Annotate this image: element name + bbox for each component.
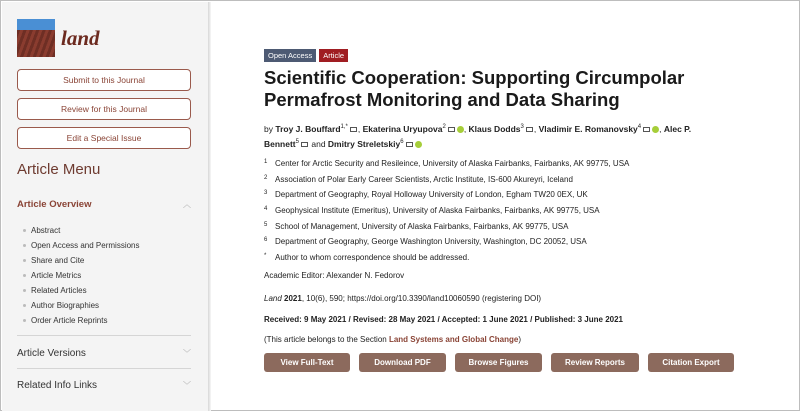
article-badges [264,49,784,62]
email-icon[interactable] [448,127,455,132]
author-affiliation-sup: 5 [295,138,299,145]
orcid-icon[interactable] [652,126,659,133]
citation-line [264,294,541,303]
chevron-down-icon: ﹀ [183,348,191,358]
sidebar-divider [208,2,211,411]
affiliation-text: Association of Polar Early Career Scientists, Arctic Institute, IS-600 Akureyri, Iceland [275,174,573,184]
article-overview-label: Article Overview [17,198,92,210]
article-title: Scientific Cooperation: Supporting Circumpolar Permafrost Monitoring and Data Sharing [264,67,685,110]
related-info-links-toggle[interactable] [17,378,191,392]
citation-year: 2021 [284,294,302,303]
affiliation-item [264,203,629,219]
affiliation-text: Geophysical Institute (Emeritus), University of Alaska Fairbanks, Fairbanks, AK 99775, USA [275,206,600,216]
author-affiliation-sup: 2 [442,124,446,130]
overview-item-related-articles[interactable]: Related Articles [23,283,140,298]
affiliation-item [264,187,629,203]
author-affiliation-sup: 6 [400,138,404,145]
author-affiliation-sup: 1,* [340,124,348,130]
author-affiliation-sup: 3 [520,124,524,130]
affiliation-list [264,156,629,266]
affiliation-number: 6 [264,237,268,244]
browse-figures-button[interactable]: Browse Figures [455,353,542,372]
review-for-journal-button[interactable]: Review for this Journal [17,98,191,120]
author-name[interactable]: Alec P. Bennett [264,123,692,149]
sidebar-divider-line [17,335,191,336]
email-icon[interactable] [406,142,413,147]
email-icon[interactable] [350,127,357,132]
affiliation-number: 3 [264,190,268,197]
and-label: and [311,138,326,149]
affiliation-text: Department of Geography, George Washington University, Washington, DC 20052, USA [275,237,587,247]
journal-name: land [61,25,100,50]
edit-special-issue-button[interactable]: Edit a Special Issue [17,127,191,149]
overview-item-abstract[interactable]: Abstract [23,223,140,238]
affiliation-item [264,234,629,250]
citation-export-button[interactable]: Citation Export [648,353,734,372]
author-name[interactable]: Dmitry Streletskiy [327,138,401,149]
overview-item-share-cite[interactable]: Share and Cite [23,253,140,268]
section-link[interactable]: Land Systems and Global Change [388,335,519,344]
email-icon[interactable] [643,127,650,132]
citation-journal: Land [264,294,282,303]
author-name[interactable]: Ekaterina Uryupova [362,123,443,134]
affiliation-number: * [264,253,267,260]
author-affiliation-sup: 4 [637,124,642,130]
overview-item-metrics[interactable]: Article Metrics [23,268,140,283]
affiliation-text: Author to whom correspondence should be addressed. [275,253,470,263]
chevron-up-icon: ︿ [183,199,191,209]
author-name[interactable]: Troy J. Bouffard [275,123,341,134]
affiliation-item [264,250,629,266]
citation-details[interactable]: , 10(6), 590; https://doi.org/10.3390/land10060590 (registering DOI) [301,294,542,303]
email-icon[interactable] [301,142,308,147]
affiliation-item [264,156,629,172]
affiliation-item [264,219,629,235]
section-prefix: (This article belongs to the Section [264,335,389,344]
section-line [264,335,521,344]
journal-logo[interactable] [17,19,100,57]
affiliation-number: 5 [264,221,268,228]
open-access-badge[interactable]: Open Access [264,49,316,62]
orcid-icon[interactable] [415,141,422,148]
affiliation-text: Center for Arctic Security and Resileince, University of Alaska Fairbanks, Fairbanks, AK 99775, USA [275,159,630,168]
orcid-icon[interactable] [457,126,464,133]
article-type-badge: Article [319,49,348,62]
affiliation-number: 2 [264,174,268,181]
affiliation-number: 1 [264,159,268,165]
affiliation-text: School of Management, University of Alaska Fairbanks, Fairbanks, AK 99775, USA [275,221,569,231]
affiliation-item [264,172,629,188]
chevron-down-icon: ﹀ [183,380,191,390]
article-versions-toggle[interactable] [17,346,191,360]
overview-item-author-biographies[interactable]: Author Biographies [23,298,140,313]
review-reports-button[interactable]: Review Reports [551,353,639,372]
overview-item-order-reprints[interactable]: Order Article Reprints [23,313,140,328]
article-overview-list [23,223,140,328]
author-name[interactable]: Klaus Dodds [468,123,521,134]
article-menu-title: Article Menu [17,161,101,178]
publication-dates: Received: 9 May 2021 / Revised: 28 May 2021 / Accepted: 1 June 2021 / Published: 3 June 2021 [264,315,623,324]
view-full-text-button[interactable]: View Full-Text [264,353,350,372]
academic-editor: Academic Editor: Alexander N. Fedorov [264,271,405,280]
related-info-links-label: Related Info Links [17,379,98,391]
by-label: by [264,123,273,134]
affiliation-number: 4 [264,206,268,213]
author-list: by Troy J. Bouffard$^{1,*}$ , Ekaterina Uryupova$^2$ , Klaus Dodds$^3$ , Vladimir E. Romanovsky$^4$ , Alec P. Bennett$^5$ and Dmitry Streletskiy$^6$ [264,123,692,149]
overview-item-open-access[interactable]: Open Access and Permissions [23,238,140,253]
submit-to-journal-button[interactable]: Submit to this Journal [17,69,191,91]
affiliation-text: Department of Geography, Royal Holloway University of London, Egham TW20 0EX, UK [275,190,588,200]
article-overview-toggle[interactable] [17,197,191,211]
email-icon[interactable] [526,127,533,132]
article-header [264,49,784,62]
section-suffix: ) [518,335,521,344]
article-actions [264,353,734,372]
article-versions-label: Article Versions [17,347,86,359]
download-pdf-button[interactable]: Download PDF [359,353,446,372]
land-logo-icon [17,19,55,57]
sidebar-divider-line [17,368,191,369]
author-name[interactable]: Vladimir E. Romanovsky [538,123,638,134]
